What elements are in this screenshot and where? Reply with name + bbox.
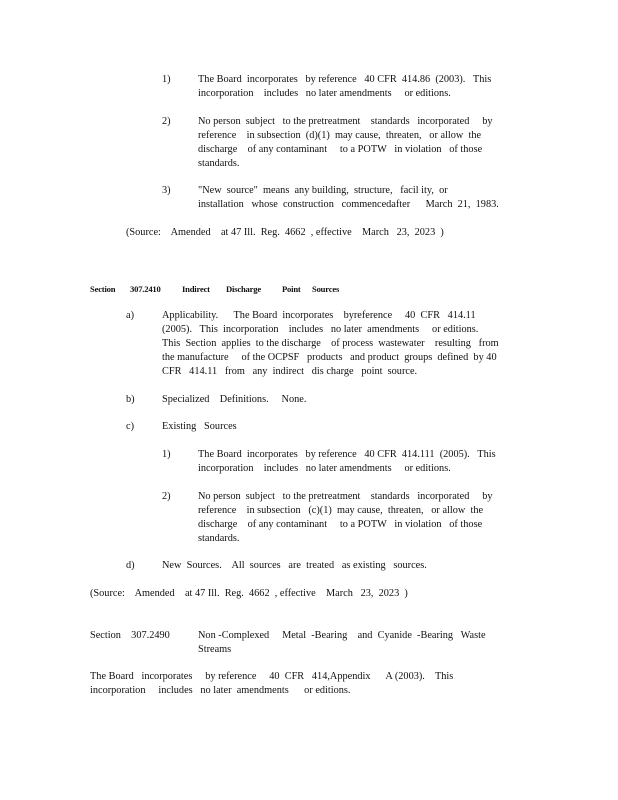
section-number: 307.2410 [130, 284, 161, 294]
section-label: Section 307.2490 [90, 630, 170, 641]
subsection-line: This Section applies to the discharge of process wastewater resulting from [162, 338, 499, 349]
section-title-line: Non -Complexed Metal -Bearing and Cyanide -Bearing Waste [198, 630, 486, 641]
item-number: 1) [162, 74, 171, 85]
item-line: standards. [198, 158, 240, 169]
item-number: 2) [162, 491, 171, 502]
section-title-word: Indirect [182, 284, 210, 294]
item-line: installation whose construction commencedafter March 21, 1983. [198, 199, 499, 210]
section-label: Section [90, 284, 116, 294]
item-number: 1) [162, 449, 171, 460]
item-line: incorporation includes no later amendments or editions. [198, 463, 451, 474]
section-title-line: Streams [198, 644, 232, 655]
item-line: discharge of any contaminant to a POTW in violation of those [198, 519, 483, 530]
item-line: The Board incorporates by reference 40 CFR 414.111 (2005). This [198, 449, 496, 460]
item-line: incorporation includes no later amendments or editions. [198, 88, 451, 99]
item-line: reference in subsection (d)(1) may cause, threaten, or allow the [198, 130, 482, 141]
item-line: standards. [198, 533, 240, 544]
item-line: "New source" means any building, structure, facil ity, or [198, 185, 448, 196]
source-note: (Source: Amended at 47 Ill. Reg. 4662 , effective March 23, 2023 ) [126, 227, 444, 238]
subsection-text: Specialized Definitions. None. [162, 394, 307, 405]
item-line: No person subject to the pretreatment standards incorporated by [198, 116, 493, 127]
subsection-letter: c) [126, 421, 134, 432]
subsection-text: New Sources. All sources are treated as existing sources. [162, 560, 427, 571]
subsection-text: Existing Sources [162, 421, 237, 432]
body-line: incorporation includes no later amendments or editions. [90, 685, 351, 696]
item-line: No person subject to the pretreatment standards incorporated by [198, 491, 493, 502]
subsection-letter: a) [126, 310, 134, 321]
subsection-line: CFR 414.11 from any indirect dis charge point source. [162, 366, 418, 377]
item-line: reference in subsection (c)(1) may cause, threaten, or allow the [198, 505, 484, 516]
subsection-line: (2005). This incorporation includes no later amendments or editions. [162, 324, 479, 335]
source-note: (Source: Amended at 47 Ill. Reg. 4662 , effective March 23, 2023 ) [90, 588, 408, 599]
body-line: The Board incorporates by reference 40 CFR 414,Appendix A (2003). This [90, 671, 454, 682]
section-title-word: Discharge [226, 284, 261, 294]
item-number: 3) [162, 185, 171, 196]
section-title-word: Point [282, 284, 301, 294]
section-title-word: Sources [312, 284, 340, 294]
item-line: The Board incorporates by reference 40 CFR 414.86 (2003). This [198, 74, 492, 85]
subsection-line: the manufacture of the OCPSF products and product groups defined by 40 [162, 352, 497, 363]
item-number: 2) [162, 116, 171, 127]
subsection-letter: b) [126, 394, 135, 405]
item-line: discharge of any contaminant to a POTW in violation of those [198, 144, 483, 155]
subsection-line: Applicability. The Board incorporates byreference 40 CFR 414.11 [162, 310, 476, 321]
subsection-letter: d) [126, 560, 135, 571]
